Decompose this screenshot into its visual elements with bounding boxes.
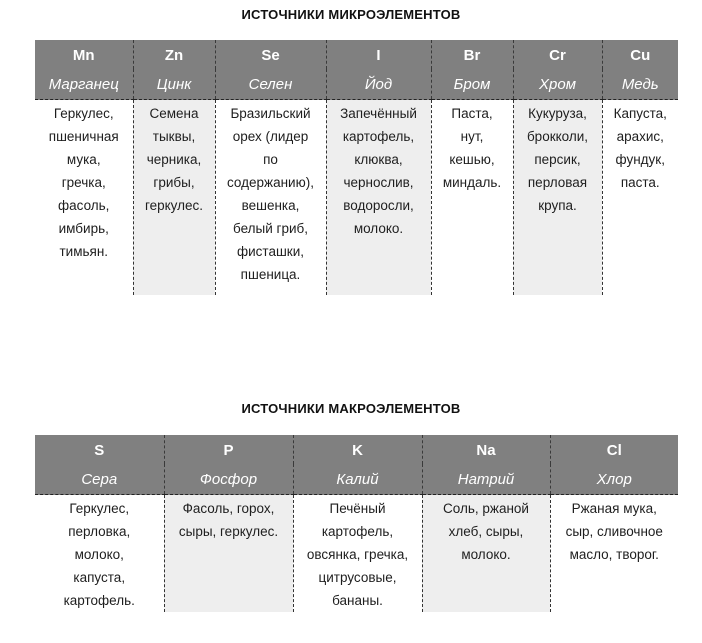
food-sources-cell: [35, 100, 133, 296]
food-sources-text: Паста, нут, кешью, миндаль.: [442, 106, 502, 190]
macro-elements-table: [35, 435, 678, 612]
food-sources-cell: [422, 495, 550, 613]
food-sources-cell: [431, 100, 513, 296]
element-name: Хром: [513, 69, 602, 100]
element-symbol: I: [326, 40, 431, 69]
food-sources-cell: [293, 495, 422, 613]
element-symbol: Cr: [513, 40, 602, 69]
food-sources-row: [35, 495, 678, 613]
element-symbol: Cu: [602, 40, 678, 69]
food-sources-text: Геркулес, перловка, молоко, капуста, картофель.: [63, 501, 135, 608]
element-symbol: Na: [422, 435, 550, 464]
micro-elements-title: ИСТОЧНИКИ МИКРОЭЛЕМЕНТОВ: [241, 7, 461, 22]
symbol-row: [35, 435, 678, 464]
element-name: Натрий: [422, 464, 550, 495]
macro-elements-title: ИСТОЧНИКИ МАКРОЭЛЕМЕНТОВ: [241, 401, 461, 416]
food-sources-cell: [513, 100, 602, 296]
food-sources-cell: [550, 495, 678, 613]
element-name: Калий: [293, 464, 422, 495]
name-row: [35, 69, 678, 100]
symbol-row: [35, 40, 678, 69]
food-sources-cell: [164, 495, 293, 613]
food-sources-text: Запечённый картофель, клюква, чернослив, водоросли, молоко.: [340, 106, 417, 236]
food-sources-cell: [133, 100, 215, 296]
element-name: Селен: [215, 69, 326, 100]
micro-elements-table: [35, 40, 678, 295]
food-sources-cell: [215, 100, 326, 296]
food-sources-text: Печёный картофель, овсянка, гречка, цитрусовые, бананы.: [306, 501, 409, 608]
element-symbol: Br: [431, 40, 513, 69]
element-symbol: S: [35, 435, 164, 464]
food-sources-cell: [35, 495, 164, 613]
food-sources-text: Ржаная мука, сыр, сливочное масло, творог.: [565, 501, 663, 562]
element-symbol: K: [293, 435, 422, 464]
element-name: Сера: [35, 464, 164, 495]
name-row: [35, 464, 678, 495]
element-symbol: Mn: [35, 40, 133, 69]
element-name: Фосфор: [164, 464, 293, 495]
element-symbol: Zn: [133, 40, 215, 69]
food-sources-text: Капуста, арахис, фундук, паста.: [613, 106, 667, 190]
element-name: Цинк: [133, 69, 215, 100]
element-name: Йод: [326, 69, 431, 100]
food-sources-row: [35, 100, 678, 296]
element-name: Медь: [602, 69, 678, 100]
element-name: Марганец: [35, 69, 133, 100]
food-sources-cell: [326, 100, 431, 296]
element-name: Хлор: [550, 464, 678, 495]
food-sources-text: Бразильский орех (лидер по содержанию), вешенка, белый гриб, фисташки, пшеница.: [227, 106, 314, 282]
element-symbol: P: [164, 435, 293, 464]
food-sources-text: Кукуруза, брокколи, персик, перловая крупа.: [526, 106, 589, 213]
element-name: Бром: [431, 69, 513, 100]
element-symbol: Se: [215, 40, 326, 69]
food-sources-text: Семена тыквы, черника, грибы, геркулес.: [144, 106, 204, 213]
food-sources-cell: [602, 100, 678, 296]
food-sources-text: Геркулес, пшеничная мука, гречка, фасоль, имбирь, тимьян.: [48, 106, 119, 259]
food-sources-text: Соль, ржаной хлеб, сыры, молоко.: [443, 501, 529, 562]
element-symbol: Cl: [550, 435, 678, 464]
food-sources-text: Фасоль, горох, сыры, геркулес.: [178, 501, 279, 539]
